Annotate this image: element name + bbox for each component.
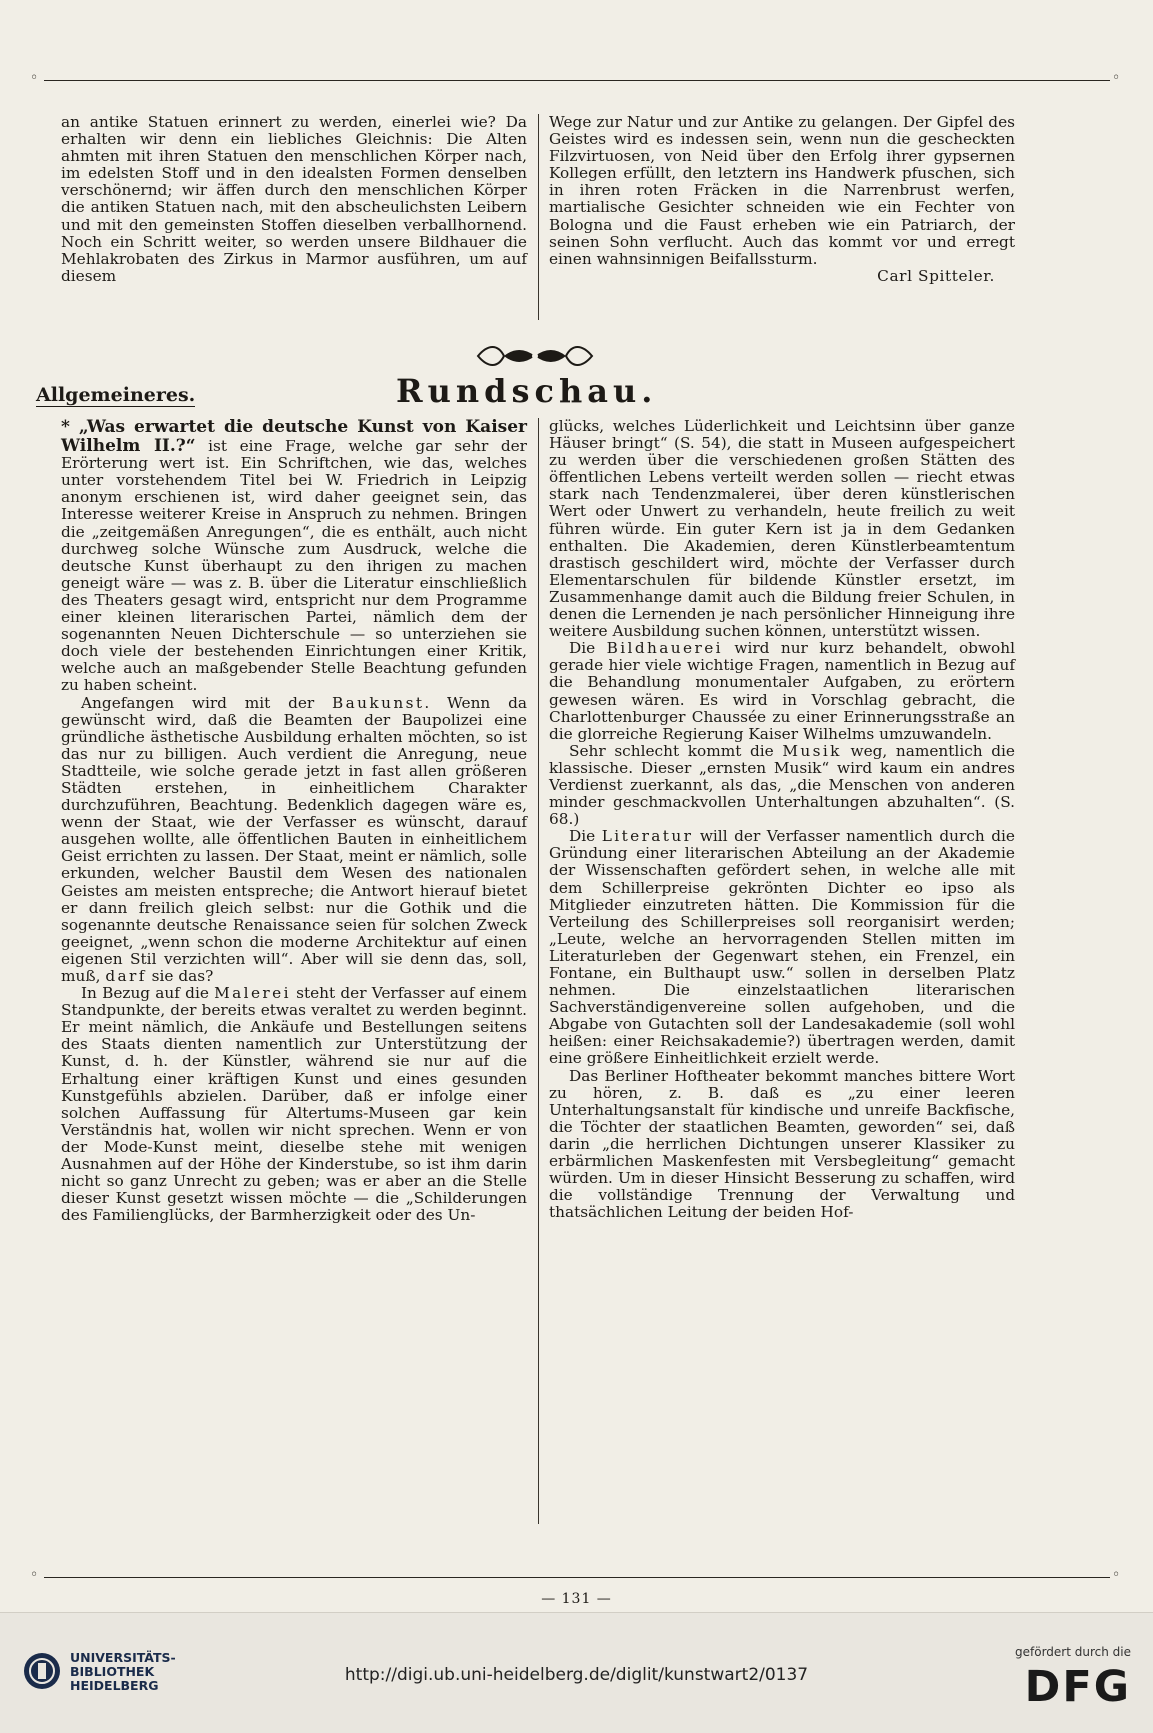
main-column-divider bbox=[538, 418, 539, 1524]
top-right-text: Wege zur Natur und zur Antike zu gelangen. Der Gipfel des Geistes wird es indessen sein, wenn nun die gescheckten Filzvirtuosen, von Neid über den Erfolg ihrer gypsernen Kollegen erfüllt, den letztern ins Handwerk pfuschen, sich in ihren roten Fräcken in die Narrenbrust werfen, martialische Gesichter schneiden wie ein Fechter von Bologna und die Faust erheben wie ein Patriarch, der seinen Sohn verflucht. Auch das kommt vor und erregt einen wahnsinnigen Beifallssturm. bbox=[549, 113, 1015, 268]
page-number: — 131 — bbox=[541, 1591, 612, 1607]
paragraph-hoftheater: Das Berliner Hoftheater bekommt manches bittere Wort zu hören, z. B. daß es „zu einer leeren Unterhaltungsanstalt für kindische und unreife Backfische, die Töchter der staatlichen Beamten, geworden“ sei, daß darin „die herrlichen Dichtungen unserer Klassiker zu erbärmlichen Maskenfesten mit Versbegleitung“ gemacht würden. Um in dieser Hinsicht Besserung zu schaffen, wird die vollständige Trennung der Verwaltung und thatsächlichen Leitung der beiden Hof- bbox=[549, 1066, 1015, 1222]
top-left-text: an antike Statuen erinnert zu werden, einerlei wie? Da erhalten wir denn ein liebliches Gleichnis: Die Alten ahmten mit ihren Statuen den menschlichen Körper nach, im edelsten Stoff und in den idealsten Formen denselben verschönernd; wir äffen durch den menschlichen Körper die antiken Statuen nach, mit den abscheulichsten Leibern und mit den gemeinsten Stoffen dieselben verballhornend. Noch ein Schritt weiter, so werden unsere Bildhauer die Mehlakrobaten des Zirkus in Marmor ausführen, um auf diesem bbox=[61, 113, 527, 285]
page-heading: Rundschau. bbox=[396, 372, 658, 410]
section-label: Allgemeineres. bbox=[36, 384, 196, 406]
corner-ornament-top-left: ◦ bbox=[30, 70, 39, 86]
top-left-column bbox=[61, 114, 527, 285]
corner-ornament-top-right: ◦ bbox=[1112, 70, 1121, 86]
paragraph-bildhauerei: Die Bildhauerei wird nur kurz behandelt, obwohl gerade hier viele wichtige Fragen, namentlich in Bezug auf die Behandlung monumentaler Aufgaben, zu erörtern gewesen wären. Es wird in Vorschlag gebracht, die Charlottenburger Chaussée zu einer Erinnerungsstraße an die glorreiche Regierung Kaiser Wilhelms umzuwandeln. bbox=[549, 639, 1015, 743]
bottom-rule bbox=[44, 1577, 1110, 1578]
sponsor-caption: gefördert durch die bbox=[1015, 1645, 1131, 1659]
digitization-footer bbox=[0, 1612, 1153, 1733]
dfg-logo[interactable]: DFG bbox=[1024, 1662, 1131, 1712]
corner-ornament-bottom-left: ◦ bbox=[30, 1567, 39, 1583]
paragraph-musik: Sehr schlecht kommt die Musik weg, namentlich die klassische. Dieser „ernsten Musik“ wird kaum ein andres Verdienst zuerkannt, als das, „die Menschen von anderen minder geschmackvollen Unterhaltungen abzuhalten“. (S. 68.) bbox=[549, 741, 1015, 829]
paragraph-baukunst: Angefangen wird mit der Baukunst. Wenn da gewünscht wird, daß die Beamten der Baupolizei eine gründliche ästhetische Ausbildung erhalten möchten, so ist das nur zu billigen. Auch verdient die Anregung, neue Stadtteile, wie solche gerade jetzt in fast allen größeren Städten erstehen, in einheitlichem Charakter durchzuführen, Beachtung. Bedenklich dagegen wäre es, wenn der Staat, wie der Verfasser es wünscht, darauf ausgehen wollte, alle öffentlichen Bauten in einheitlichem Geist errichten zu lassen. Der Staat, meint er nämlich, solle erkunden, welcher Baustil dem Wesen des nationalen Geistes am meisten entspreche; die Antwort hierauf bietet er dann freilich gleich selbst: nur die Gothik und die sogenannte deutsche Renaissance seien für solchen Zweck geeignet, „wenn schon die moderne Architektur auf einen eigenen Stil verzichten will“. Aber will sie denn das, soll, muß, darf sie das? bbox=[61, 693, 527, 985]
author-signature: Carl Spitteler. bbox=[877, 266, 995, 285]
library-name: UNIVERSITÄTS- BIBLIOTHEK HEIDELBERG bbox=[70, 1650, 176, 1693]
main-right-column bbox=[549, 418, 1015, 1221]
paragraph-continuation: glücks, welches Lüderlichkeit und Leichtsinn über ganze Häuser bringt“ (S. 54), die statt in Museen aufgespeichert zu werden über die verschiedenen großen Stätten des öffentlichen Lebens verteilt werden sollen — riecht etwas stark nach Tendenzmalerei, über deren künstlerischen Wert oder Unwert zu verhandeln, heute freilich zu weit führen würde. Ein guter Kern ist ja in dem Gedanken enthalten. Die Akademien, deren Künstlerbeamtentum drastisch geschildert wird, möchte der Verfasser durch Elementarschulen für bildende Künstler ersetzt, im Zusammenhange damit auch die Bildung freier Schulen, in denen die Lernenden je nach persönlicher Hinneigung ihre weitere Ausbildung suchen können, unterstützt wissen. bbox=[549, 417, 1015, 641]
paragraph-intro: * „Was erwartet die deutsche Kunst von Kaiser Wilhelm II.?“ ist eine Frage, welche gar sehr der Erörterung wert ist. Ein Schriftchen, wie das, welches unter vorstehendem Titel bei W. Friedrich in Leipzig anonym erschienen ist, wird daher geeignet sein, das Interesse weiterer Kreise in Anspruch zu nehmen. Bringen die „zeitgemäßen Anregungen“, die es enthält, auch nicht durchweg solche Wünsche zum Ausdruck, welche die deutsche Kunst überhaupt zu den ihrigen zu machen geneigt wäre — was z. B. über die Literatur einschließlich des Theaters gesagt wird, entspricht nur dem Programme einer kleinen literarischen Partei, nämlich dem der sogenannten Neuen Dichterschule — so unterziehen sie doch viele der bestehenden Einrichtungen einer Kritik, welche auch an maßgebender Stelle Beachtung gefunden zu haben scheint. bbox=[61, 417, 527, 695]
paragraph-malerei: In Bezug auf die Malerei steht der Verfasser auf einem Standpunkte, der bereits etwas veraltet zu werden beginnt. Er meint nämlich, die Ankäufe und Bestellungen seitens des Staats dienten namentlich zur Unterstützung der Kunst, d. h. der Künstler, während sie nur auf die Erhaltung einer kräftigen Kunst und eines gesunden Kunstgefühls abzielen. Darüber, daß er infolge einer solchen Auffassung für Altertums-Museen gar kein Verständnis hat, wollen wir nicht sprechen. Wenn er von der Mode-Kunst meint, dieselbe stehe mit wenigen Ausnahmen auf der Höhe der Kinderstube, so ist ihm darin nicht so ganz Unrecht zu geben; was er aber an die Stelle dieser Kunst gesetzt wissen möchte — die „Schilderungen des Familienglücks, der Barmherzigkeit oder des Un- bbox=[61, 984, 527, 1225]
top-rule bbox=[44, 80, 1110, 81]
section-divider-ornament-icon bbox=[474, 342, 596, 370]
article-lead: * „Was erwartet die deutsche Kunst von Kaiser Wilhelm II.?“ bbox=[61, 417, 527, 456]
top-right-column bbox=[549, 114, 1015, 285]
paragraph-literatur: Die Literatur will der Verfasser namentlich durch die Gründung einer literarischen Abteilung an der Akademie der Wissenschaften gefördert sehen, in welche alle mit dem Schillerpreise gekrönten Dichter eo ipso als Mitglieder einzutreten hätten. Die Kommission für die Verteilung des Schillerpreises soll reorganisirt werden; „Leute, welche an hervorragenden Stellen mitten im Literaturleben der Gegenwart stehen, ein Frenzel, ein Fontane, ein Bulthaupt usw.“ sollen in derselben Platz nehmen. Die einzelstaatlichen literarischen Sachverständigenvereine sollen aufgehoben, und die Abgabe von Gutachten soll der Landesakademie (soll wohl heißen: einer Reichsakademie?) übertragen werden, damit eine größere Einheitlichkeit erzielt werde. bbox=[549, 827, 1015, 1068]
top-column-divider bbox=[538, 114, 539, 320]
corner-ornament-bottom-right: ◦ bbox=[1112, 1567, 1121, 1583]
main-left-column bbox=[61, 418, 527, 1224]
permalink-url[interactable]: http://digi.ub.uni-heidelberg.de/diglit/kunstwart2/0137 bbox=[344, 1665, 809, 1685]
